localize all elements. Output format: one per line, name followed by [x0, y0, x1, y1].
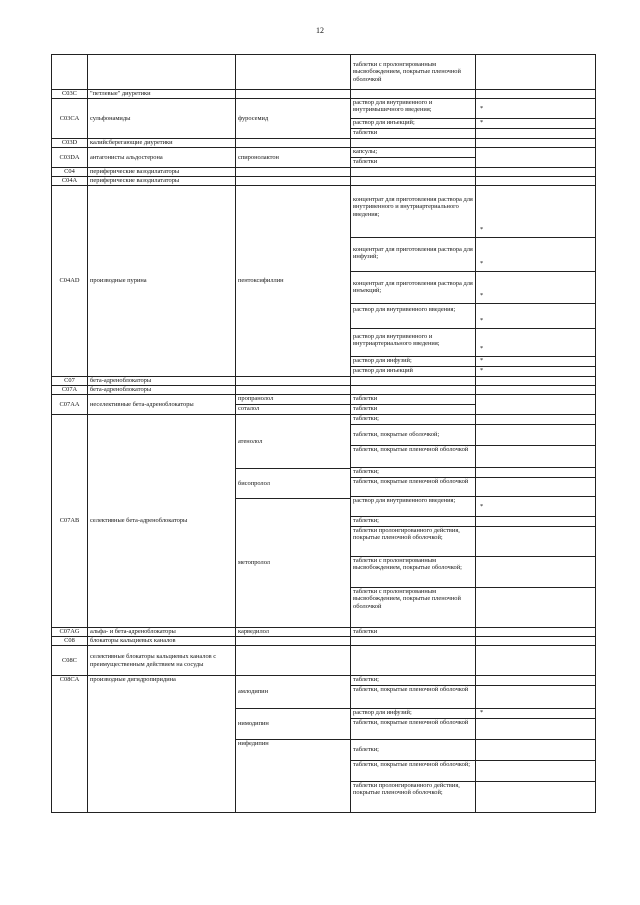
group-name: альфа- и бета-адреноблокаторы [88, 628, 236, 637]
group-name: "петлевые" диуретики [88, 90, 236, 99]
dosage-form: таблетки; [351, 676, 475, 686]
table-row [52, 177, 596, 186]
dosage-form: таблетки пролонгированного действия, покрытые пленочной оболочкой; [351, 527, 475, 557]
dosage-form: таблетки; [351, 415, 475, 425]
atc-code: C08 [52, 637, 88, 646]
table-row [52, 90, 596, 99]
group-name: периферические вазодилататоры [88, 168, 236, 177]
atc-code: C08C [52, 646, 88, 676]
dosage-form: таблетки [353, 158, 378, 165]
dosage-form: концентрат для приготовления раствора для инъекций; [351, 272, 475, 304]
note-mark [476, 129, 595, 138]
atc-code: C03CA [52, 99, 88, 139]
table-row [52, 415, 596, 628]
table-row [52, 139, 596, 148]
dosage-form: таблетки, покрытые пленочной оболочкой [351, 719, 475, 740]
table-row [52, 377, 596, 386]
dosage-form: таблетки [353, 405, 378, 412]
note-mark: * [476, 497, 595, 517]
atc-code: C08CA [52, 676, 88, 813]
drug-name: карведилол [236, 628, 351, 637]
group-name: производные пурина [88, 186, 236, 377]
table-row [52, 386, 596, 395]
atc-code: C04AD [52, 186, 88, 377]
dosage-form: раствор для инъекций; [351, 119, 475, 129]
atc-code: C07 [52, 377, 88, 386]
dosage-form: концентрат для приготовления раствора для внутривенного и внутриартериального введения; [351, 186, 475, 238]
table-row [52, 55, 596, 90]
note-mark: * [476, 238, 595, 272]
dosage-form: таблетки, покрытые оболочкой; [351, 425, 475, 446]
drug-name: спиронолактон [236, 148, 351, 168]
group-name: блокаторы кальциевых каналов [88, 637, 236, 646]
dosage-form: таблетки, покрытые пленочной оболочкой; [351, 761, 475, 782]
dosage-form: таблетки с пролонгированным высвобождением, покрытые пленочной оболочкой [353, 588, 461, 610]
dosage-form: капсулы; [351, 148, 475, 158]
table-row [52, 637, 596, 646]
dosage-form: раствор для внутривенного введения; [351, 304, 475, 329]
dosage-form: раствор для инъекций [353, 367, 413, 374]
note-mark: * [476, 119, 595, 129]
dosage-form: таблетки, покрытые пленочной оболочкой [351, 446, 475, 468]
dosage-form: раствор для инфузий; [351, 357, 475, 367]
dosage-form: таблетки [353, 129, 378, 136]
group-name: селективные блокаторы кальциевых каналов с преимущественным действием на сосуды [88, 646, 236, 676]
table-row [52, 628, 596, 637]
dosage-form: таблетки [351, 628, 476, 637]
dosage-form: таблетки с пролонгированным высвобождением, покрытые оболочкой; [351, 557, 475, 588]
drug-name: нимодипин [236, 709, 350, 740]
group-name: бета-адреноблокаторы [88, 377, 236, 386]
drug-name: нифедипин [238, 740, 269, 747]
note-mark: * [476, 99, 595, 119]
note-mark: * [476, 329, 595, 357]
group-name: неселективные бета-адреноблокаторы [88, 395, 236, 415]
group-name: производные дигидропиридина [88, 676, 236, 813]
atc-code: C03C [52, 90, 88, 99]
page-number: 12 [316, 26, 324, 35]
atc-code: C07AA [52, 395, 88, 415]
group-name: селективные бета-адреноблокаторы [88, 415, 236, 628]
group-name: периферические вазодилататоры [88, 177, 236, 186]
atc-code: C07A [52, 386, 88, 395]
drug-name: атенолол [236, 415, 350, 469]
drug-name: пентоксифиллин [236, 186, 351, 377]
dosage-form: раствор для внутривенного и внутримышечного введения; [351, 99, 475, 119]
table-row [52, 186, 596, 377]
table-row [52, 168, 596, 177]
atc-code: C04 [52, 168, 88, 177]
medicines-table [51, 54, 596, 813]
dosage-form: таблетки, покрытые пленочной оболочкой [351, 686, 475, 709]
dosage-form: таблетки; [351, 740, 475, 761]
dosage-form: раствор для внутривенного и внутриартериального введения; [351, 329, 475, 357]
dosage-form: таблетки; [351, 517, 475, 527]
note-mark: * [476, 357, 595, 367]
dosage-form: таблетки с пролонгированным высвобождением, покрытые пленочной оболочкой [351, 55, 476, 90]
drug-name: соталол [238, 405, 260, 412]
drug-name: метопролол [238, 559, 270, 567]
group-name: бета-адреноблокаторы [88, 386, 236, 395]
dosage-form: таблетки, покрытые пленочной оболочкой [351, 478, 475, 497]
atc-code: C07AG [52, 628, 88, 637]
dosage-form: таблетки [351, 395, 475, 405]
note-mark: * [476, 304, 595, 329]
group-name: сульфонамиды [88, 99, 236, 139]
dosage-form: таблетки; [351, 468, 475, 478]
note-mark: * [476, 709, 595, 719]
dosage-form: концентрат для приготовления раствора для инфузий; [351, 238, 475, 272]
atc-code: C07AB [52, 415, 88, 628]
table-row [52, 395, 596, 415]
note-mark: * [480, 367, 484, 374]
group-name: антагонисты альдостерона [88, 148, 236, 168]
note-mark: * [476, 272, 595, 304]
table-row [52, 646, 596, 676]
atc-code: C03D [52, 139, 88, 148]
dosage-form: раствор для внутривенного введения; [351, 497, 475, 517]
drug-name: фуросемид [236, 99, 351, 139]
group-name: калийсберегающие диуретики [88, 139, 236, 148]
drug-name: пропранолол [236, 395, 350, 405]
table-row [52, 676, 596, 813]
note-mark: * [476, 186, 595, 238]
atc-code: C03DA [52, 148, 88, 168]
table-row [52, 148, 596, 168]
atc-code: C04A [52, 177, 88, 186]
table-row [52, 99, 596, 139]
dosage-form: таблетки пролонгированного действия, покрытые пленочной оболочкой; [353, 782, 460, 797]
dosage-form: раствор для инфузий; [351, 709, 475, 719]
drug-name: амлодипин [236, 676, 350, 709]
drug-name: бисопролол [236, 469, 350, 499]
